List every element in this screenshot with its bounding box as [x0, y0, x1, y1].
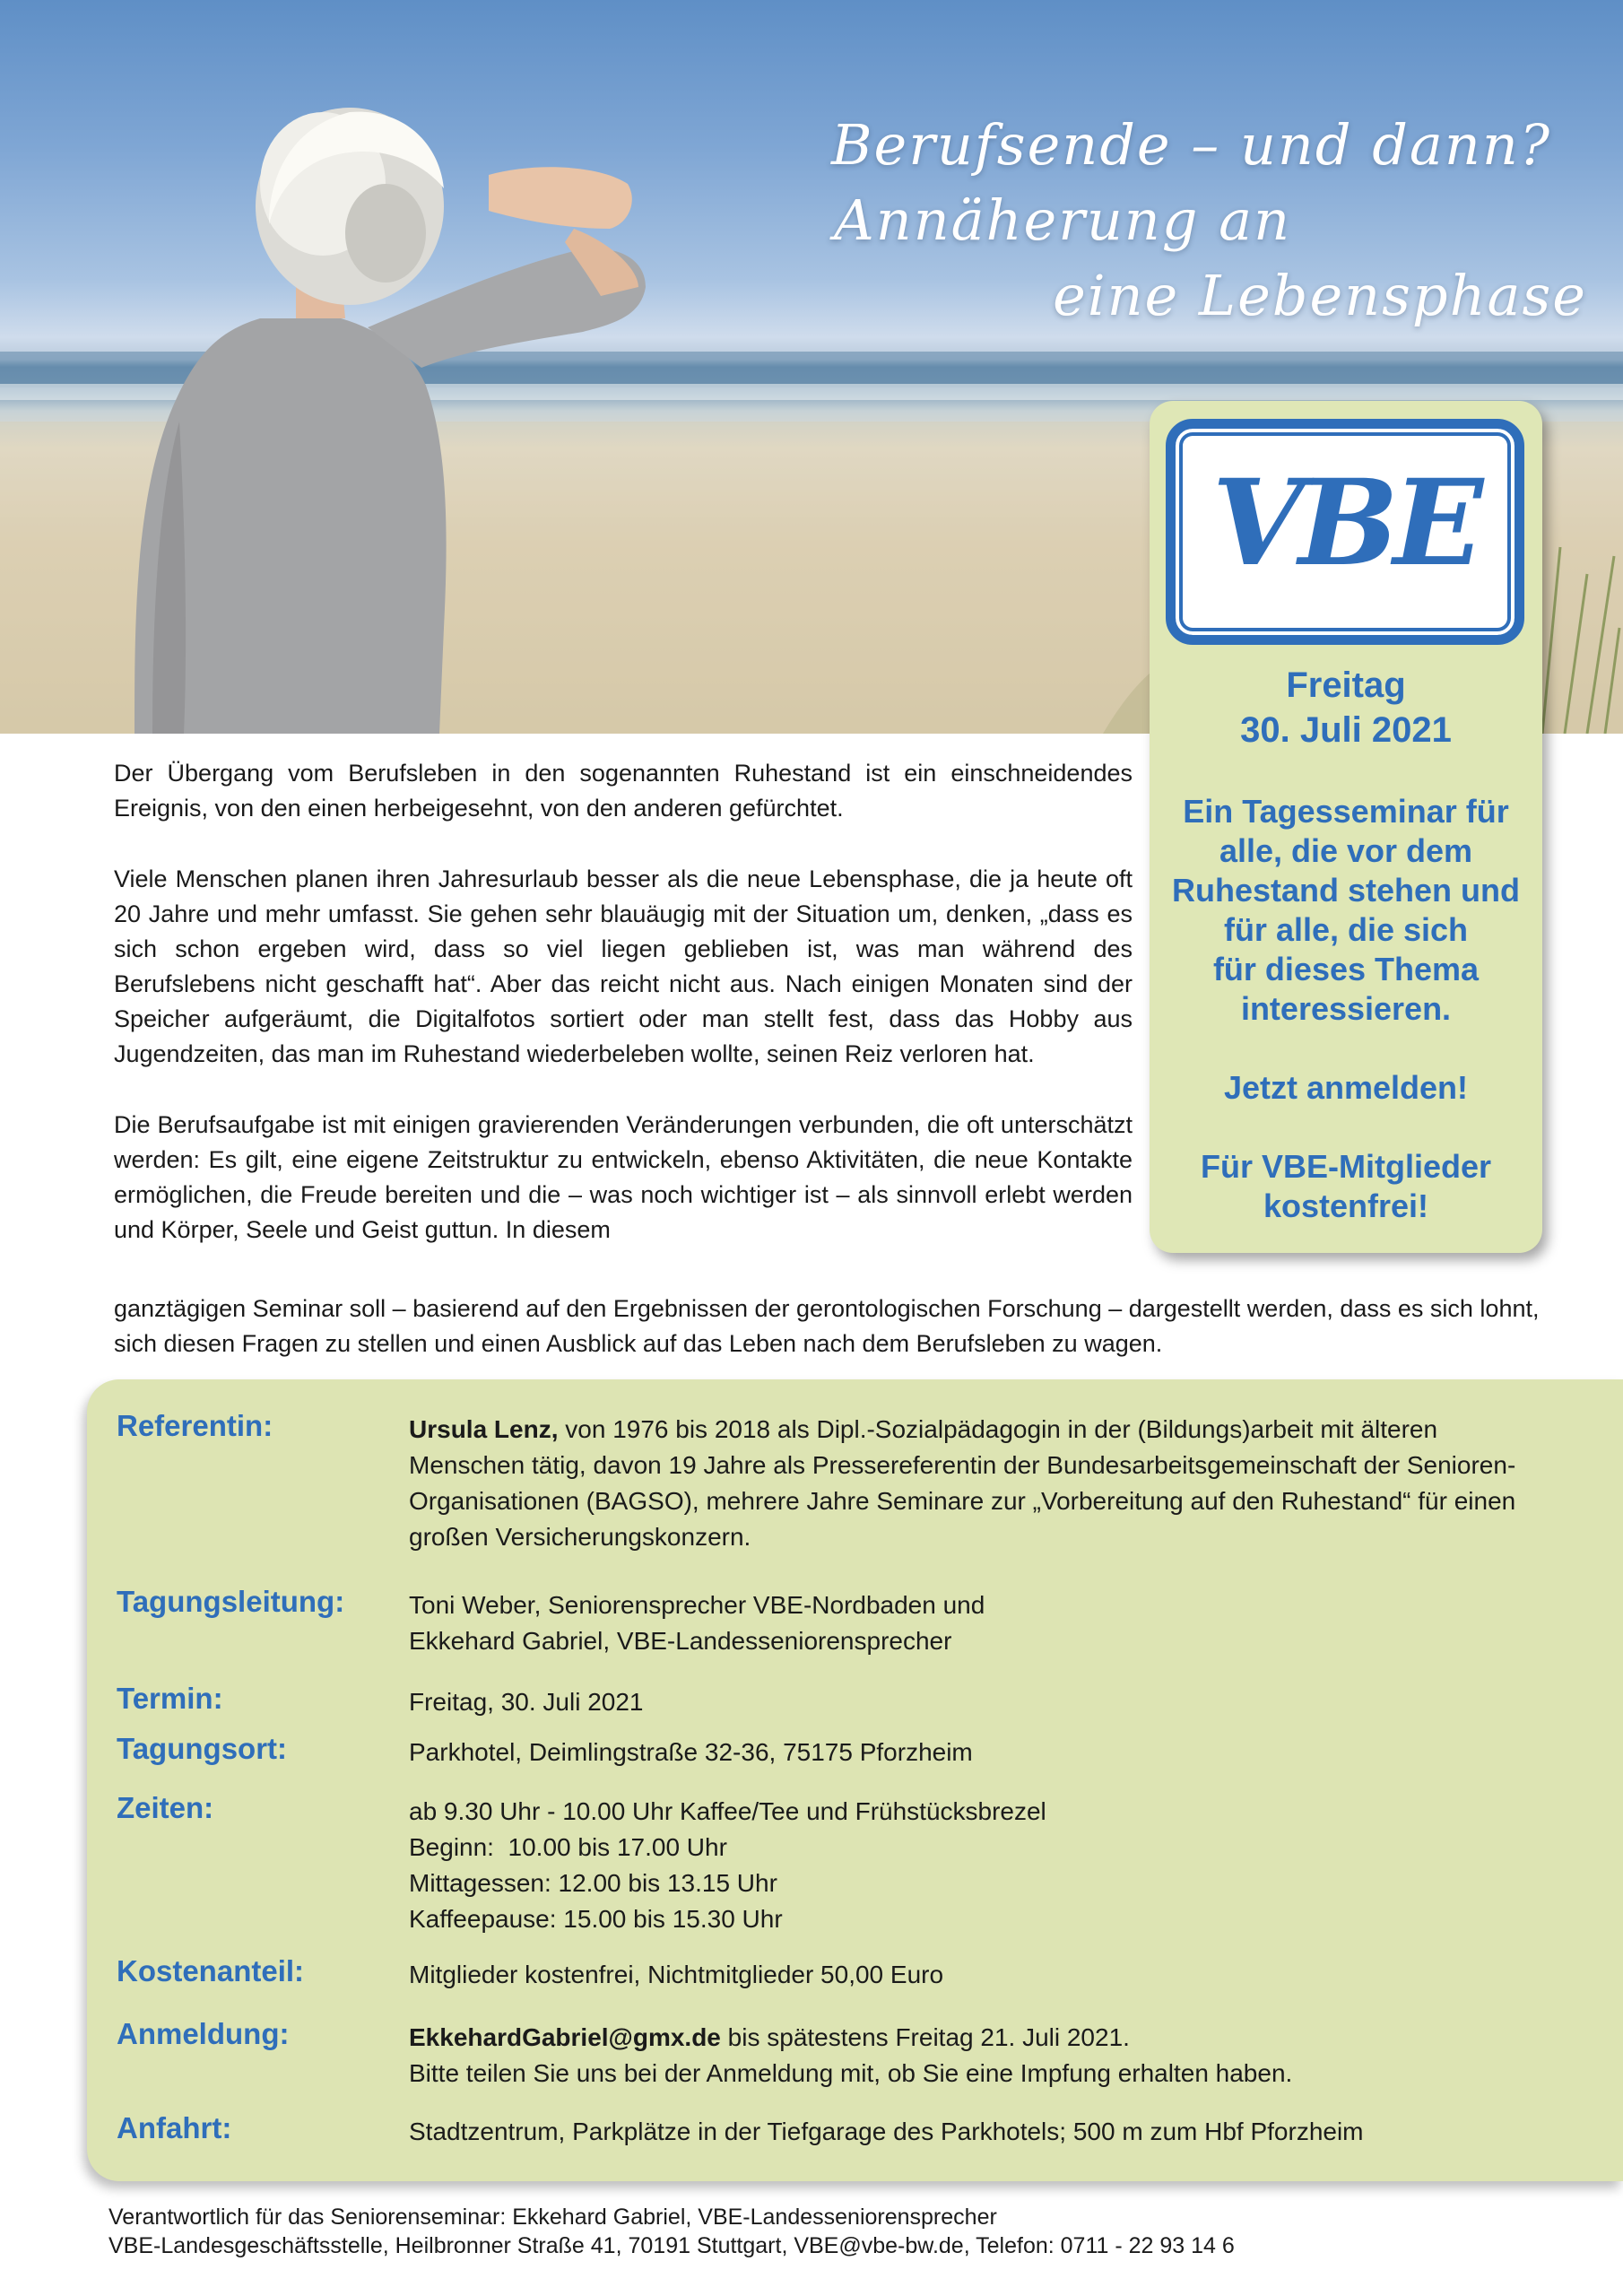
- zeiten-line: ab 9.30 Uhr - 10.00 Uhr Kaffee/Tee und Frühstücksbrezel: [409, 1797, 1046, 1825]
- intro-paragraph-3a: Die Berufsaufgabe ist mit einigen gravierenden Veränderungen verbunden, die oft unterschätzt werden: Es gilt, eine eigene Zeitstruktur zu entwickeln, ebenso Aktivitäten, die neue Kontakte ermöglichen, die Freude bereiten und die – was noch wichtiger ist – als sinnvoll erlebt werden und Körper, Seele und Geist guttun. In diesem: [114, 1111, 1133, 1243]
- sidebar-intro-line: Ruhestand stehen und: [1171, 872, 1521, 909]
- tagungsleitung-value: [409, 1587, 1539, 1659]
- zeiten-value: [409, 1794, 1539, 1937]
- intro-text: [114, 756, 1133, 1283]
- headline-line-2: Annäherung an: [833, 187, 1291, 253]
- sidebar-cta: Jetzt anmelden!: [1223, 1069, 1469, 1106]
- sidebar-intro-line: für alle, die sich: [1223, 911, 1469, 948]
- footer-contact: VBE-Landesgeschäftsstelle, Heilbronner Straße 41, 70191 Stuttgart, VBE@vbe-bw.de, Telefon: 0711 - 22 93 14 6: [108, 2233, 1235, 2258]
- referentin-name: Ursula Lenz,: [409, 1415, 559, 1443]
- headline: [466, 108, 1587, 334]
- footer: [108, 2203, 1561, 2260]
- referentin-value: [409, 1412, 1539, 1555]
- tagungsleitung-line: Ekkehard Gabriel, VBE-Landesseniorensprecher: [409, 1627, 952, 1655]
- anfahrt-label: Anfahrt:: [117, 2111, 232, 2144]
- footer-responsible: Verantwortlich für das Seniorenseminar: Ekkehard Gabriel, VBE-Landesseniorensprecher: [108, 2205, 997, 2230]
- vbe-logo-text: VBE: [1211, 454, 1479, 593]
- sidebar-members-line: Für VBE-Mitglieder: [1200, 1148, 1492, 1185]
- intro-paragraph-2: Viele Menschen planen ihren Jahresurlaub besser als die neue Lebensphase, die ja heute oft 20 Jahre und mehr umfasst. Sie gehen sehr blauäugig mit der Situation um, denken, „dass es sich schon ergeben wird, dass so viel liegen geblieben ist, was man während des Berufslebens nicht geschafft hat“. Aber das reicht nicht aus. Nach einigen Monaten sind der Speicher aufgeräumt, die Digitalfotos sortiert oder man stellt fest, dass das Hobby aus Jugendzeiten, das man im Ruhestand wiederbeleben wollte, seinen Reiz verloren hat.: [114, 865, 1133, 1067]
- kostenanteil-label: Kostenanteil:: [117, 1954, 305, 1987]
- sidebar-text: [1150, 663, 1542, 1226]
- headline-line-1: Berufsende – und dann?: [830, 112, 1551, 178]
- zeiten-line: Kaffeepause: 15.00 bis 15.30 Uhr: [409, 1905, 783, 1933]
- zeiten-label: Zeiten:: [117, 1791, 214, 1824]
- vbe-logo: [1166, 419, 1524, 645]
- referentin-label: Referentin:: [117, 1409, 273, 1442]
- tagungsort-value: Parkhotel, Deimlingstraße 32-36, 75175 Pforzheim: [409, 1738, 973, 1766]
- tagungsleitung-label: Tagungsleitung:: [117, 1585, 345, 1618]
- tagungsort-label: Tagungsort:: [117, 1732, 288, 1765]
- anmeldung-value: [409, 2020, 1539, 2092]
- sidebar-intro-line: Ein Tagesseminar für: [1183, 793, 1509, 830]
- referentin-description: von 1976 bis 2018 als Dipl.-Sozialpädagogin in der (Bildungs)arbeit mit älteren Menschen tätig, davon 19 Jahre als Pressereferentin der Bundesarbeitsgemeinschaft der Senioren-Organisationen (BAGSO), mehrere Jahre Seminare zur „Vorbereitung auf den Ruhestand“ für einen großen Versicherungskonzern.: [409, 1415, 1516, 1551]
- termin-label: Termin:: [117, 1682, 223, 1715]
- sidebar-intro-line: für dieses Thema: [1212, 951, 1480, 987]
- event-sidebar: [1150, 401, 1542, 1253]
- zeiten-line: Mittagessen: 12.00 bis 13.15 Uhr: [409, 1869, 777, 1897]
- sidebar-members-line: kostenfrei!: [1263, 1187, 1429, 1224]
- zeiten-line: Beginn: 10.00 bis 17.00 Uhr: [409, 1833, 727, 1861]
- tagungsleitung-line: Toni Weber, Seniorensprecher VBE-Nordbaden und: [409, 1591, 985, 1619]
- sidebar-intro-line: alle, die vor dem: [1219, 832, 1473, 869]
- sidebar-day: Freitag: [1286, 665, 1406, 705]
- intro-paragraph-3b: ganztägigen Seminar soll – basierend auf den Ergebnissen der gerontologischen Forschung – dargestellt werden, dass es sich lohnt, sich diesen Fragen zu stellen und einen Ausblick auf das Leben nach dem Berufsleben zu wagen.: [114, 1295, 1540, 1357]
- kostenanteil-value: Mitglieder kostenfrei, Nichtmitglieder 50,00 Euro: [409, 1961, 944, 1988]
- anmeldung-note: Bitte teilen Sie uns bei der Anmeldung mit, ob Sie eine Impfung erhalten haben.: [409, 2059, 1293, 2087]
- sidebar-date: 30. Juli 2021: [1240, 710, 1452, 750]
- intro-paragraph-1: Der Übergang vom Berufsleben in den sogenannten Ruhestand ist ein einschneidendes Ereignis, von den einen herbeigesehnt, von den anderen gefürchtet.: [114, 760, 1133, 822]
- details-panel: [87, 1379, 1623, 2181]
- anmeldung-email-link[interactable]: EkkehardGabriel@gmx.de: [409, 2023, 721, 2051]
- anmeldung-label: Anmeldung:: [117, 2017, 290, 2050]
- headline-line-3: eine Lebensphase: [1053, 263, 1587, 328]
- anfahrt-value: Stadtzentrum, Parkplätze in der Tiefgarage des Parkhotels; 500 m zum Hbf Pforzheim: [409, 2118, 1364, 2145]
- anmeldung-deadline: bis spätestens Freitag 21. Juli 2021.: [720, 2023, 1130, 2051]
- termin-value: Freitag, 30. Juli 2021: [409, 1688, 644, 1716]
- sidebar-intro-line: interessieren.: [1240, 990, 1452, 1027]
